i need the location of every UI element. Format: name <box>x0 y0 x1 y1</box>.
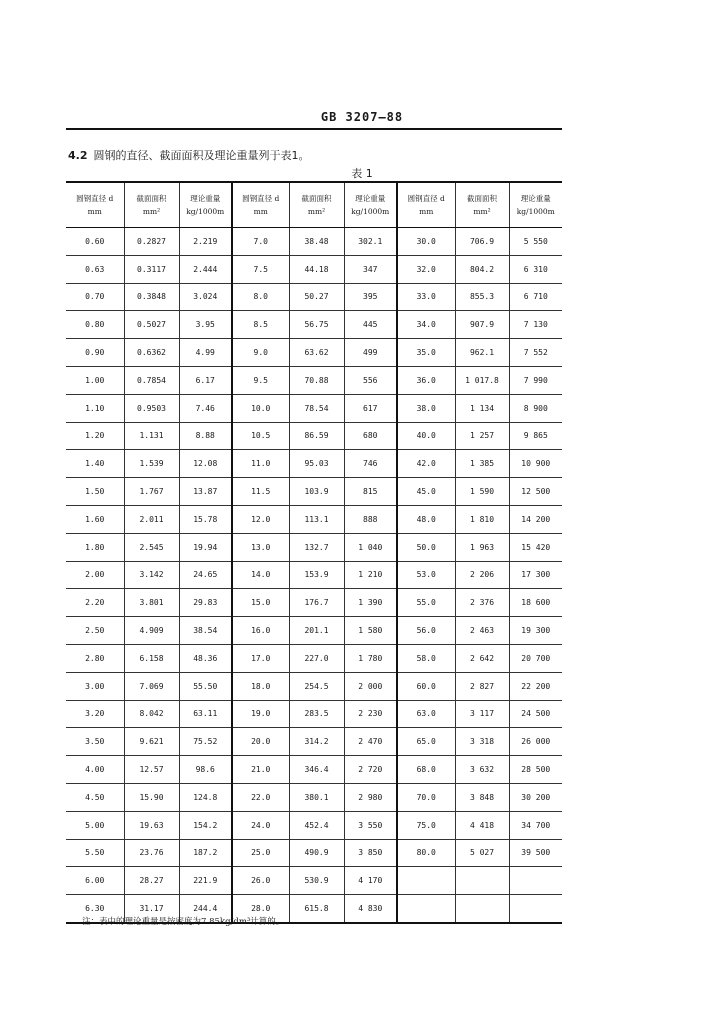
table-row <box>66 700 562 728</box>
table-cell: 1.00 <box>66 366 124 394</box>
table-cell: 227.0 <box>289 644 344 672</box>
table-cell: 7.0 <box>232 228 289 256</box>
table-cell: 14.0 <box>232 561 289 589</box>
table-cell: 8.88 <box>179 422 232 450</box>
table-row <box>66 478 562 506</box>
table-cell: 35.0 <box>397 339 455 367</box>
table-cell: 19.0 <box>232 700 289 728</box>
column-header-label: 截面面积 <box>301 194 332 203</box>
table-cell: 13.0 <box>232 533 289 561</box>
table-cell: 254.5 <box>289 672 344 700</box>
table-cell: 15 420 <box>509 533 562 561</box>
table-cell: 3.20 <box>66 700 124 728</box>
table-cell: 962.1 <box>455 339 509 367</box>
table-cell: 17 300 <box>509 561 562 589</box>
table-row <box>66 728 562 756</box>
table-cell: 50.0 <box>397 533 455 561</box>
table-cell: 28.27 <box>124 867 179 895</box>
table-cell: 3.801 <box>124 589 179 617</box>
section-number: 4.2 <box>68 149 88 162</box>
table-cell: 31.17 <box>124 895 179 923</box>
table-cell: 1 963 <box>455 533 509 561</box>
table-row <box>66 283 562 311</box>
table-cell: 6.17 <box>179 366 232 394</box>
table-cell: 0.60 <box>66 228 124 256</box>
table-cell: 2 827 <box>455 672 509 700</box>
table-cell: 615.8 <box>289 895 344 923</box>
column-header <box>455 182 509 228</box>
table-cell: 30.0 <box>397 228 455 256</box>
table-cell: 499 <box>344 339 397 367</box>
table-cell: 1.767 <box>124 478 179 506</box>
table-cell: 3 550 <box>344 811 397 839</box>
table-cell: 21.0 <box>232 756 289 784</box>
table-cell: 8.0 <box>232 283 289 311</box>
table-cell: 556 <box>344 366 397 394</box>
table-cell: 26.0 <box>232 867 289 895</box>
table-row <box>66 533 562 561</box>
column-header <box>289 182 344 228</box>
table-cell: 33.0 <box>397 283 455 311</box>
table-cell: 2.80 <box>66 644 124 672</box>
table-cell: 2 000 <box>344 672 397 700</box>
table-row <box>66 589 562 617</box>
table-cell: 0.7854 <box>124 366 179 394</box>
section-text: 圆钢的直径、截面面积及理论重量列于表1。 <box>93 149 310 162</box>
table-cell: 70.0 <box>397 783 455 811</box>
table-cell: 42.0 <box>397 450 455 478</box>
column-header <box>344 182 397 228</box>
table-cell: 38.54 <box>179 617 232 645</box>
table-row <box>66 561 562 589</box>
table-note: 注：表中的理论重量是按密度为7.85kg/dm³计算的。 <box>82 917 285 927</box>
table-cell: 9 865 <box>509 422 562 450</box>
column-header <box>232 182 289 228</box>
table-cell: 746 <box>344 450 397 478</box>
table-cell: 12 500 <box>509 478 562 506</box>
table-row <box>66 339 562 367</box>
table-cell: 0.3848 <box>124 283 179 311</box>
table-cell: 6.30 <box>66 895 124 923</box>
table-cell: 11.5 <box>232 478 289 506</box>
table-cell: 124.8 <box>179 783 232 811</box>
table-cell: 20.0 <box>232 728 289 756</box>
table-cell: 40.0 <box>397 422 455 450</box>
table-cell: 1.20 <box>66 422 124 450</box>
column-header <box>124 182 179 228</box>
table-cell: 380.1 <box>289 783 344 811</box>
table-cell: 3 850 <box>344 839 397 867</box>
table-cell: 2 463 <box>455 617 509 645</box>
table-cell: 1.50 <box>66 478 124 506</box>
column-header <box>397 182 455 228</box>
table-cell: 2.50 <box>66 617 124 645</box>
table-caption: 表 1 <box>351 167 373 180</box>
table-cell: 3.50 <box>66 728 124 756</box>
table-cell: 1.10 <box>66 394 124 422</box>
column-header <box>509 182 562 228</box>
table-cell: 38.48 <box>289 228 344 256</box>
table-cell: 176.7 <box>289 589 344 617</box>
table-cell: 17.0 <box>232 644 289 672</box>
table-cell: 19 300 <box>509 617 562 645</box>
table-cell: 56.75 <box>289 311 344 339</box>
table-cell: 32.0 <box>397 255 455 283</box>
table-cell: 20 700 <box>509 644 562 672</box>
table-cell: 15.90 <box>124 783 179 811</box>
table-cell: 6.00 <box>66 867 124 895</box>
table-cell: 3.95 <box>179 311 232 339</box>
table-cell: 28.0 <box>232 895 289 923</box>
table-cell: 4.00 <box>66 756 124 784</box>
column-header-unit: kg/1000m <box>351 207 390 216</box>
column-header-unit: mm² <box>307 207 326 216</box>
table-cell: 0.63 <box>66 255 124 283</box>
table-header-row <box>66 182 562 228</box>
table-cell: 6 310 <box>509 255 562 283</box>
table-cell: 44.18 <box>289 255 344 283</box>
table-cell: 1 590 <box>455 478 509 506</box>
table-cell: 3.024 <box>179 283 232 311</box>
table-row <box>66 839 562 867</box>
table-cell: 314.2 <box>289 728 344 756</box>
table-row <box>66 783 562 811</box>
table-cell: 15.78 <box>179 505 232 533</box>
table-cell: 346.4 <box>289 756 344 784</box>
table-cell: 9.5 <box>232 366 289 394</box>
table-cell: 3 318 <box>455 728 509 756</box>
table-cell: 1.539 <box>124 450 179 478</box>
table-cell: 4.909 <box>124 617 179 645</box>
column-header-label: 圆钢直径 d <box>407 194 445 203</box>
table-cell: 7.5 <box>232 255 289 283</box>
table-cell: 187.2 <box>179 839 232 867</box>
table-cell: 302.1 <box>344 228 397 256</box>
column-header-label: 圆钢直径 d <box>76 194 114 203</box>
header-rule <box>66 128 562 130</box>
table-cell: 0.5027 <box>124 311 179 339</box>
table-cell: 530.9 <box>289 867 344 895</box>
table-cell: 1 017.8 <box>455 366 509 394</box>
table-cell: 12.08 <box>179 450 232 478</box>
table-cell: 25.0 <box>232 839 289 867</box>
column-header-unit: mm² <box>142 207 161 216</box>
column-header-unit: mm <box>253 207 268 216</box>
table-cell: 2.444 <box>179 255 232 283</box>
table-cell: 347 <box>344 255 397 283</box>
table-cell: 1 385 <box>455 450 509 478</box>
table-cell: 4.99 <box>179 339 232 367</box>
table-cell: 1.80 <box>66 533 124 561</box>
table-cell <box>455 895 509 923</box>
table-cell: 24.65 <box>179 561 232 589</box>
table-cell: 1 810 <box>455 505 509 533</box>
table-cell: 804.2 <box>455 255 509 283</box>
table-body <box>66 228 562 923</box>
table-cell: 2 720 <box>344 756 397 784</box>
page-header-title: GB 3207—88 <box>320 110 404 124</box>
table-cell: 2 230 <box>344 700 397 728</box>
table-cell: 53.0 <box>397 561 455 589</box>
table-cell: 2 470 <box>344 728 397 756</box>
table-cell: 1 257 <box>455 422 509 450</box>
table-cell: 706.9 <box>455 228 509 256</box>
table-cell: 221.9 <box>179 867 232 895</box>
table-cell: 19.63 <box>124 811 179 839</box>
table-cell: 16.0 <box>232 617 289 645</box>
table-row <box>66 644 562 672</box>
table-cell: 283.5 <box>289 700 344 728</box>
table-cell: 7 552 <box>509 339 562 367</box>
table-cell: 0.6362 <box>124 339 179 367</box>
table-row <box>66 505 562 533</box>
table-cell: 8.042 <box>124 700 179 728</box>
column-header-label: 截面面积 <box>467 194 497 203</box>
table-cell: 855.3 <box>455 283 509 311</box>
table-cell: 39 500 <box>509 839 562 867</box>
column-header-label: 圆钢直径 d <box>242 194 280 203</box>
table-cell: 75.0 <box>397 811 455 839</box>
table-cell: 36.0 <box>397 366 455 394</box>
table-cell: 19.94 <box>179 533 232 561</box>
table-cell: 1.131 <box>124 422 179 450</box>
table-cell: 4.50 <box>66 783 124 811</box>
table-cell: 4 418 <box>455 811 509 839</box>
table-cell: 24 500 <box>509 700 562 728</box>
table-cell: 12.0 <box>232 505 289 533</box>
table-cell: 153.9 <box>289 561 344 589</box>
table-cell: 12.57 <box>124 756 179 784</box>
table-cell: 55.50 <box>179 672 232 700</box>
table-cell: 5.00 <box>66 811 124 839</box>
table-cell: 0.90 <box>66 339 124 367</box>
column-header-unit: mm² <box>473 207 491 216</box>
table-cell: 11.0 <box>232 450 289 478</box>
table-row <box>66 422 562 450</box>
table-cell: 65.0 <box>397 728 455 756</box>
table-row <box>66 311 562 339</box>
table-cell: 7 130 <box>509 311 562 339</box>
table-cell: 0.70 <box>66 283 124 311</box>
table-cell: 154.2 <box>179 811 232 839</box>
column-header-unit: mm <box>87 207 102 216</box>
table-cell: 75.52 <box>179 728 232 756</box>
table-cell: 24.0 <box>232 811 289 839</box>
table-cell: 490.9 <box>289 839 344 867</box>
table-cell: 5 027 <box>455 839 509 867</box>
table-row <box>66 811 562 839</box>
table-cell: 113.1 <box>289 505 344 533</box>
table-cell: 2.20 <box>66 589 124 617</box>
table-cell: 29.83 <box>179 589 232 617</box>
table-cell: 2 206 <box>455 561 509 589</box>
table-cell: 48.36 <box>179 644 232 672</box>
table-cell: 70.88 <box>289 366 344 394</box>
table-cell: 3.142 <box>124 561 179 589</box>
table-cell: 63.0 <box>397 700 455 728</box>
table-cell: 86.59 <box>289 422 344 450</box>
table-cell: 22 200 <box>509 672 562 700</box>
table-cell: 10.0 <box>232 394 289 422</box>
table-cell: 56.0 <box>397 617 455 645</box>
table-cell: 4 170 <box>344 867 397 895</box>
table-cell: 888 <box>344 505 397 533</box>
table-cell: 445 <box>344 311 397 339</box>
table-cell: 3 632 <box>455 756 509 784</box>
table-cell: 103.9 <box>289 478 344 506</box>
column-header-unit: kg/1000m <box>186 207 225 216</box>
column-header <box>179 182 232 228</box>
table-cell: 2 642 <box>455 644 509 672</box>
table-cell: 1 580 <box>344 617 397 645</box>
table-cell: 68.0 <box>397 756 455 784</box>
table-row <box>66 450 562 478</box>
table-row <box>66 617 562 645</box>
table-row <box>66 255 562 283</box>
table-cell: 23.76 <box>124 839 179 867</box>
table-cell: 98.6 <box>179 756 232 784</box>
table-cell: 395 <box>344 283 397 311</box>
table-cell: 2 980 <box>344 783 397 811</box>
table-cell: 38.0 <box>397 394 455 422</box>
table-cell: 0.80 <box>66 311 124 339</box>
table-cell: 34 700 <box>509 811 562 839</box>
table-cell: 2.545 <box>124 533 179 561</box>
table-cell <box>509 895 562 923</box>
table-cell: 1 780 <box>344 644 397 672</box>
table-cell: 60.0 <box>397 672 455 700</box>
table-cell: 680 <box>344 422 397 450</box>
table-cell: 452.4 <box>289 811 344 839</box>
column-header <box>66 182 124 228</box>
table-cell: 22.0 <box>232 783 289 811</box>
column-header-unit: kg/1000m <box>516 207 555 216</box>
table-row <box>66 867 562 895</box>
column-header-unit: mm <box>419 207 434 216</box>
table-cell: 1.40 <box>66 450 124 478</box>
table-cell: 2.219 <box>179 228 232 256</box>
table-cell: 1.60 <box>66 505 124 533</box>
table-cell: 8.5 <box>232 311 289 339</box>
table-cell: 18.0 <box>232 672 289 700</box>
table-cell: 8 900 <box>509 394 562 422</box>
table-cell: 0.2827 <box>124 228 179 256</box>
table-row <box>66 672 562 700</box>
table-cell: 2 376 <box>455 589 509 617</box>
table-cell: 5.50 <box>66 839 124 867</box>
table-cell: 13.87 <box>179 478 232 506</box>
table-cell <box>509 867 562 895</box>
table-cell: 1 210 <box>344 561 397 589</box>
table-cell: 18 600 <box>509 589 562 617</box>
table-cell: 50.27 <box>289 283 344 311</box>
table-cell: 9.621 <box>124 728 179 756</box>
table-cell: 4 830 <box>344 895 397 923</box>
table-cell: 28 500 <box>509 756 562 784</box>
table-cell <box>397 895 455 923</box>
column-header-label: 理论重量 <box>520 194 551 203</box>
table-cell: 5 550 <box>509 228 562 256</box>
table-cell: 30 200 <box>509 783 562 811</box>
table-cell: 2.00 <box>66 561 124 589</box>
table-cell: 3 117 <box>455 700 509 728</box>
table-cell: 7.46 <box>179 394 232 422</box>
table-cell: 1 390 <box>344 589 397 617</box>
table-cell: 815 <box>344 478 397 506</box>
table-cell: 6.158 <box>124 644 179 672</box>
steel-bar-table <box>66 181 562 924</box>
table-cell: 3 848 <box>455 783 509 811</box>
table-cell: 2.011 <box>124 505 179 533</box>
table-row <box>66 394 562 422</box>
table-row <box>66 756 562 784</box>
table-cell: 58.0 <box>397 644 455 672</box>
table-cell: 244.4 <box>179 895 232 923</box>
table-cell: 95.03 <box>289 450 344 478</box>
table-row <box>66 366 562 394</box>
table-cell <box>397 867 455 895</box>
table-cell: 1 134 <box>455 394 509 422</box>
table-cell: 55.0 <box>397 589 455 617</box>
table-cell: 63.11 <box>179 700 232 728</box>
table-cell: 34.0 <box>397 311 455 339</box>
table-cell: 9.0 <box>232 339 289 367</box>
table-cell: 201.1 <box>289 617 344 645</box>
table-cell <box>455 867 509 895</box>
table-cell: 7 990 <box>509 366 562 394</box>
table-row <box>66 228 562 256</box>
table-cell: 907.9 <box>455 311 509 339</box>
table-cell: 63.62 <box>289 339 344 367</box>
table-cell: 45.0 <box>397 478 455 506</box>
table-cell: 132.7 <box>289 533 344 561</box>
table-cell: 10 900 <box>509 450 562 478</box>
table-cell: 0.9503 <box>124 394 179 422</box>
table-cell: 26 000 <box>509 728 562 756</box>
table-cell: 10.5 <box>232 422 289 450</box>
table-cell: 48.0 <box>397 505 455 533</box>
section-heading <box>68 147 310 163</box>
column-header-label: 截面面积 <box>136 194 167 203</box>
column-header-label: 理论重量 <box>190 194 221 203</box>
table-cell: 7.069 <box>124 672 179 700</box>
table-cell: 0.3117 <box>124 255 179 283</box>
table-cell: 1 040 <box>344 533 397 561</box>
table-cell: 6 710 <box>509 283 562 311</box>
table-cell: 78.54 <box>289 394 344 422</box>
table-cell: 80.0 <box>397 839 455 867</box>
table-cell: 617 <box>344 394 397 422</box>
table-cell: 3.00 <box>66 672 124 700</box>
table-cell: 15.0 <box>232 589 289 617</box>
column-header-label: 理论重量 <box>355 194 386 203</box>
table-cell: 14 200 <box>509 505 562 533</box>
